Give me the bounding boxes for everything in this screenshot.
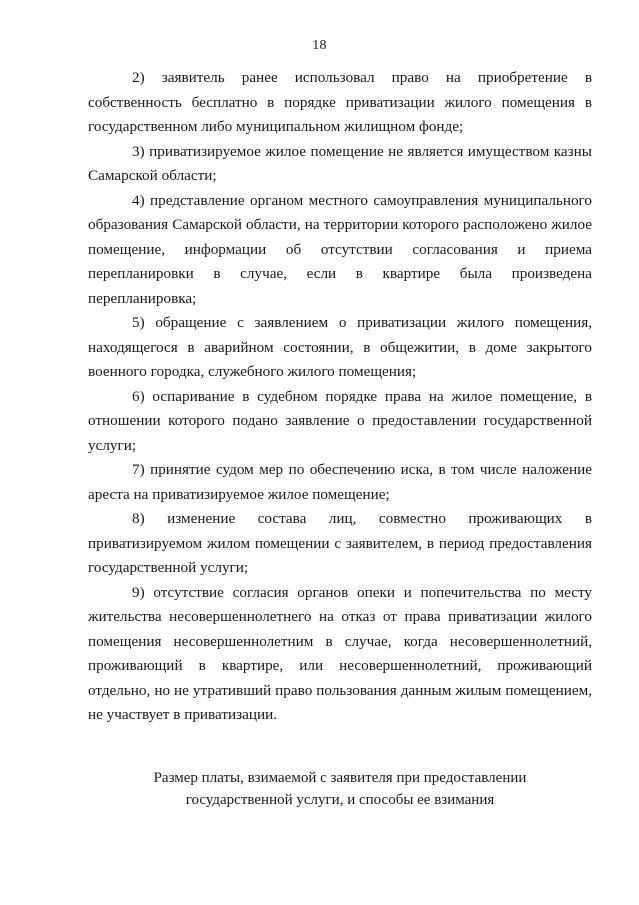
page-number: 18 [312, 38, 327, 53]
list-item: 8) изменение состава лиц, совместно проживающих в приватизируемом жилом помещении с заявителем, в период предоставления государственной услуги; [88, 510, 592, 576]
list-item: 9) отсутствие согласия органов опеки и попечительства по месту жительства несовершеннолетнего на отказ от права приватизации жилого помещения несовершеннолетним в случае, когда несовершеннолетний, проживающий в квартире, или несовершеннолетний, проживающий отдельно, но не утративший право пользования данным жилым помещением, не участвует в приватизации. [88, 583, 592, 723]
list-item: 4) представление органом местного самоуправления муниципального образования Самарской области, на территории которого расположено жилое помещение, информации об отсутствии согласования и приема перепланировки в случае, если в квартире была произведена перепланировка; [88, 191, 592, 307]
list-item: 5) обращение с заявлением о приватизации жилого помещения, находящегося в аварийном состоянии, в общежитии, в доме закрытого военного городка, служебного жилого помещения; [88, 314, 592, 380]
list-item: 3) приватизируемое жилое помещение не является имуществом казны Самарской области; [88, 142, 592, 184]
refusal-grounds-list [88, 66, 592, 728]
section-heading [88, 767, 592, 811]
list-item: 7) принятие судом мер по обеспечению иска, в том числе наложение ареста на приватизируемое жилое помещение; [88, 461, 592, 503]
list-item: 2) заявитель ранее использовал право на приобретение в собственность бесплатно в порядке приватизации жилого помещения в государственном либо муниципальном жилищном фонде; [88, 69, 592, 135]
section-heading-line: Размер платы, взимаемой с заявителя при предоставлении [153, 770, 527, 786]
section-heading-line: государственной услуги, и способы ее взимания [185, 792, 495, 808]
list-item: 6) оспаривание в судебном порядке права на жилое помещение, в отношении которого подано заявление о предоставлении государственной услуги; [88, 387, 592, 454]
